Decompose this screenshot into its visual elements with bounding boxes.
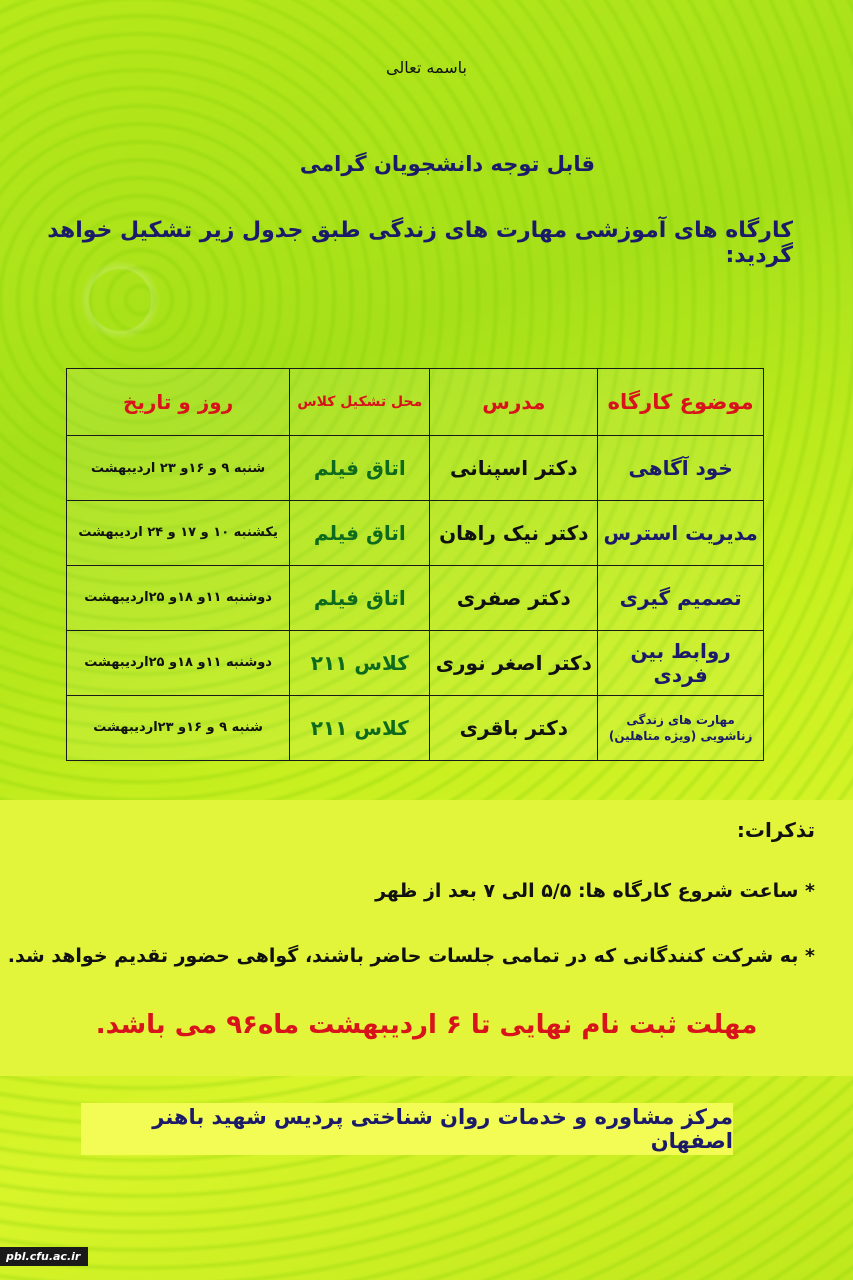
table-header-row — [67, 369, 764, 436]
cell-teacher: دکتر صفری — [430, 565, 598, 630]
table-row — [67, 695, 764, 760]
header-topic: موضوع کارگاه — [598, 369, 764, 436]
registration-deadline: مهلت ثبت نام نهایی تا ۶ اردیبهشت ماه۹۶ می باشد. — [95, 1010, 758, 1040]
heading-announcement: کارگاه های آموزشی مهارت های زندگی طبق جدول زیر تشکیل خواهد گردید: — [47, 218, 793, 268]
cell-topic: مدیریت استرس — [598, 501, 764, 566]
cell-topic: خود آگاهی — [598, 436, 764, 501]
table-row — [67, 630, 764, 695]
cell-teacher: دکتر اسپنانی — [430, 436, 598, 501]
table-row — [67, 501, 764, 566]
note-certificate: * به شرکت کنندگانی که در تمامی جلسات حاضر باشند، گواهی حضور تقدیم خواهد شد. — [7, 945, 815, 967]
cell-place: اتاق فیلم — [290, 565, 430, 630]
cell-date: یکشنبه ۱۰ و ۱۷ و ۲۴ اردیبهشت — [67, 501, 290, 566]
site-watermark: pbl.cfu.ac.ir — [0, 1247, 88, 1266]
cell-topic: مهارت های زندگی زناشویی (ویژه متاهلین) — [598, 695, 764, 760]
header-date: روز و تاریخ — [67, 369, 290, 436]
cell-teacher: دکتر نیک راهان — [430, 501, 598, 566]
header-place: محل تشکیل کلاس — [290, 369, 430, 436]
cell-topic: روابط بین فردی — [598, 630, 764, 695]
top-note: باسمه تعالی — [386, 58, 467, 77]
cell-date: دوشنبه ۱۱و ۱۸و ۲۵اردیبهشت — [67, 630, 290, 695]
footer-organization: مرکز مشاوره و خدمات روان شناختی پردیس شهید باهنر اصفهان — [81, 1103, 733, 1155]
cell-place: کلاس ۲۱۱ — [290, 630, 430, 695]
cell-date: شنبه ۹ و ۱۶و ۲۳ اردیبهشت — [67, 436, 290, 501]
workshop-schedule-table — [66, 368, 764, 761]
table-row — [67, 436, 764, 501]
cell-date: دوشنبه ۱۱و ۱۸و ۲۵اردیبهشت — [67, 565, 290, 630]
heading-title: قابل توجه دانشجویان گرامی — [299, 152, 595, 176]
header-teacher: مدرس — [430, 369, 598, 436]
cell-place: اتاق فیلم — [290, 436, 430, 501]
note-start-time: * ساعت شروع کارگاه ها: ۵/۵ الی ۷ بعد از ظهر — [375, 880, 815, 902]
cell-teacher: دکتر اصغر نوری — [430, 630, 598, 695]
cell-place: اتاق فیلم — [290, 501, 430, 566]
notes-title: تذکرات: — [736, 818, 815, 842]
cell-date: شنبه ۹ و ۱۶و ۲۳اردیبهشت — [67, 695, 290, 760]
cell-topic: تصمیم گیری — [598, 565, 764, 630]
cell-place: کلاس ۲۱۱ — [290, 695, 430, 760]
table-row — [67, 565, 764, 630]
cell-teacher: دکتر باقری — [430, 695, 598, 760]
